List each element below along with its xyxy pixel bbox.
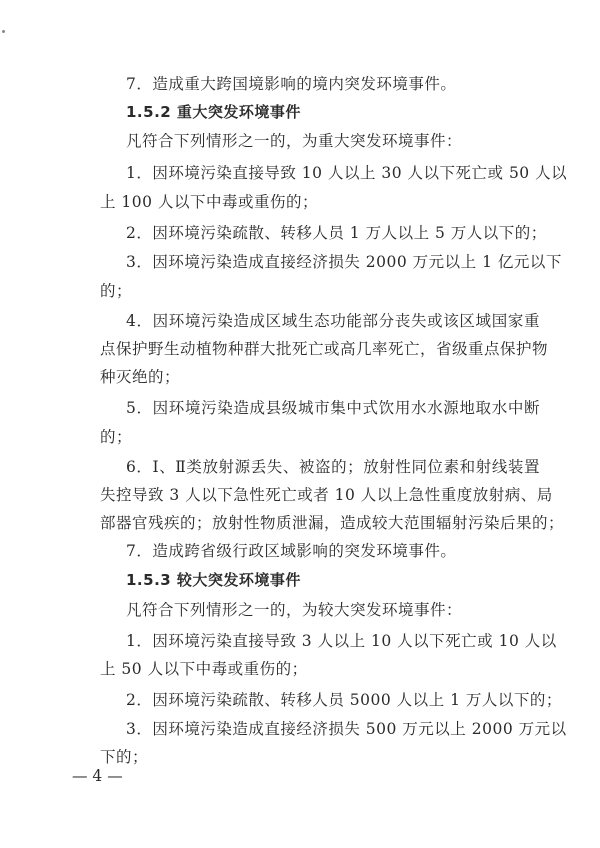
item-5-major-line-2: 的； bbox=[100, 428, 133, 446]
item-3-larger-line-1: 3．因环境污染造成直接经济损失 500 万元以上 2000 万元以 bbox=[126, 720, 567, 738]
item-3-larger-line-2: 下的； bbox=[100, 748, 149, 766]
item-6-major-line-2: 失控导致 3 人以下急性死亡或者 10 人以上急性重度放射病、局 bbox=[100, 486, 553, 504]
item-7-major-provincial: 7．造成跨省级行政区域影响的突发环境事件。 bbox=[126, 542, 457, 560]
item-3-major-line-2: 的； bbox=[100, 282, 133, 300]
intro-larger: 凡符合下列情形之一的，为较大突发环境事件： bbox=[126, 601, 463, 619]
item-4-major-line-1: 4．因环境污染造成区域生态功能部分丧失或该区域国家重 bbox=[126, 312, 540, 330]
item-6-major-line-3: 部器官残疾的；放射性物质泄漏，造成较大范围辐射污染后果的； bbox=[100, 514, 565, 532]
intro-major: 凡符合下列情形之一的，为重大突发环境事件： bbox=[126, 132, 463, 150]
item-2-major: 2．因环境污染疏散、转移人员 1 万人以上 5 万人以下的； bbox=[126, 224, 547, 242]
item-7-major-cross-border: 7．造成重大跨国境影响的境内突发环境事件。 bbox=[126, 75, 457, 93]
item-4-major-line-3: 种灭绝的； bbox=[100, 368, 181, 386]
item-4-major-line-2: 点保护野生动植物种群大批死亡或高几率死亡，省级重点保护物 bbox=[100, 340, 549, 358]
item-1-major-line-1: 1．因环境污染直接导致 10 人以上 30 人以下死亡或 50 人以 bbox=[126, 164, 568, 182]
section-heading-1-5-2: 1.5.2 重大突发环境事件 bbox=[126, 103, 301, 121]
scan-speck bbox=[2, 30, 5, 33]
item-1-larger-line-2: 上 50 人以下中毒或重伤的； bbox=[100, 660, 308, 678]
item-1-larger-line-1: 1．因环境污染直接导致 3 人以上 10 人以下死亡或 10 人以 bbox=[126, 632, 557, 650]
page-number: — 4 — bbox=[72, 767, 123, 785]
item-5-major-line-1: 5．因环境污染造成县级城市集中式饮用水水源地取水中断 bbox=[126, 399, 540, 417]
item-1-major-line-2: 上 100 人以下中毒或重伤的； bbox=[100, 193, 318, 211]
item-3-major-line-1: 3．因环境污染造成直接经济损失 2000 万元以上 1 亿元以下 bbox=[126, 253, 562, 271]
item-6-major-line-1: 6．Ⅰ、Ⅱ类放射源丢失、被盗的；放射性同位素和射线装置 bbox=[126, 458, 540, 476]
section-heading-1-5-3: 1.5.3 较大突发环境事件 bbox=[126, 571, 301, 589]
item-2-larger: 2．因环境污染疏散、转移人员 5000 人以上 1 万人以下的； bbox=[126, 691, 562, 709]
